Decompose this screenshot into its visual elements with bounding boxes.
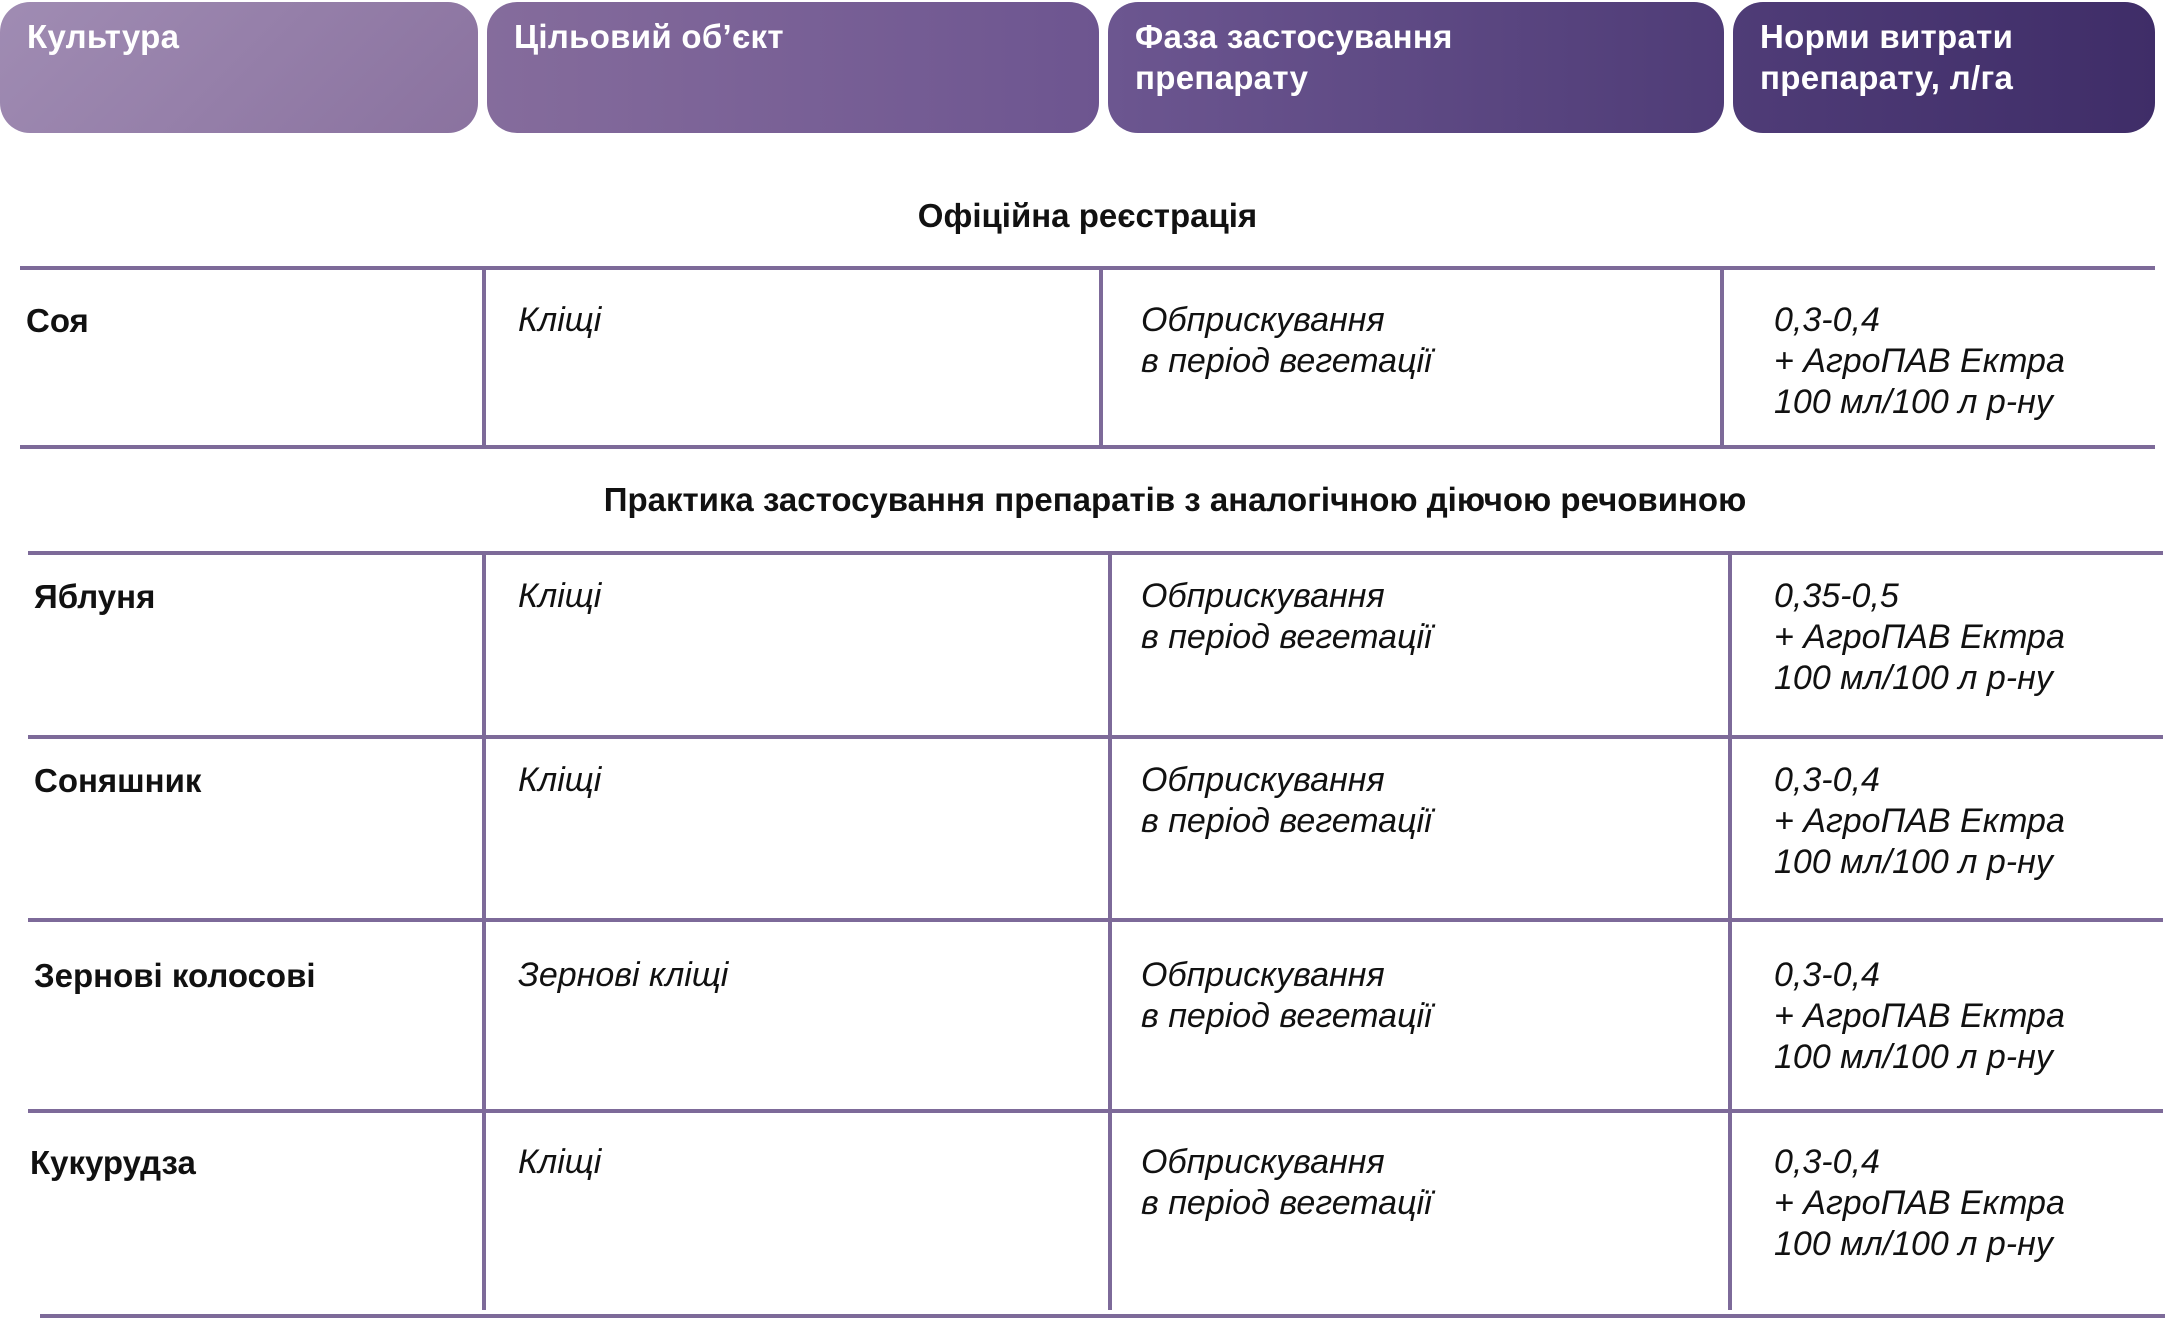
divider [20,445,2155,449]
practice-row-target: Кліщі [518,577,602,615]
column-divider [1099,270,1103,445]
header-culture-label: Культура [27,18,180,55]
header-target [487,2,1099,133]
official-row-target: Кліщі [518,301,602,339]
practice-row-rate: 0,3-0,4 + АгроПАВ Ектра 100 мл/100 л р-ну [1774,1143,2065,1263]
header-rate-label: Норми витрати препарату, л/га [1760,18,2014,96]
official-row-rate: 0,3-0,4 + АгроПАВ Ектра 100 мл/100 л р-ну [1774,301,2065,421]
column-divider [482,270,486,445]
divider [28,918,2163,922]
practice-row-crop: Кукурудза [30,1144,196,1181]
divider [28,735,2163,739]
divider [40,1314,2165,1318]
column-divider [482,555,486,1310]
practice-row-crop: Яблуня [34,578,156,615]
column-divider [1108,555,1112,1310]
official-row-phase: Обприскування в період вегетації [1141,301,1432,380]
divider [28,1109,2163,1113]
section-official-title: Офіційна реєстрація [917,197,1258,234]
practice-row-crop: Соняшник [34,762,202,799]
header-phase-label: Фаза застосування препарату [1135,18,1453,96]
practice-row-phase: Обприскування в період вегетації [1141,956,1432,1035]
header-culture [0,2,478,133]
header-rate [1733,2,2155,133]
practice-row-target: Кліщі [518,761,602,799]
divider [28,551,2163,555]
practice-row-phase: Обприскування в період вегетації [1141,761,1432,840]
practice-row-target: Кліщі [518,1143,602,1181]
column-divider [1728,555,1732,1310]
section-practice-title: Практика застосування препаратів з аналогічною діючою речовиною [603,481,1747,518]
practice-row-phase: Обприскування в період вегетації [1141,1143,1432,1222]
practice-row-rate: 0,3-0,4 + АгроПАВ Ектра 100 мл/100 л р-ну [1774,956,2065,1076]
header-target-label: Цільовий об’єкт [514,18,784,55]
practice-row-phase: Обприскування в період вегетації [1141,577,1432,656]
column-divider [1720,270,1724,445]
practice-row-rate: 0,3-0,4 + АгроПАВ Ектра 100 мл/100 л р-ну [1774,761,2065,881]
official-row-crop: Соя [26,302,89,339]
practice-row-target: Зернові кліщі [518,956,729,994]
header-phase [1108,2,1724,133]
practice-row-rate: 0,35-0,5 + АгроПАВ Ектра 100 мл/100 л р-ну [1774,577,2065,697]
practice-row-crop: Зернові колосові [34,957,316,994]
divider [20,266,2155,270]
